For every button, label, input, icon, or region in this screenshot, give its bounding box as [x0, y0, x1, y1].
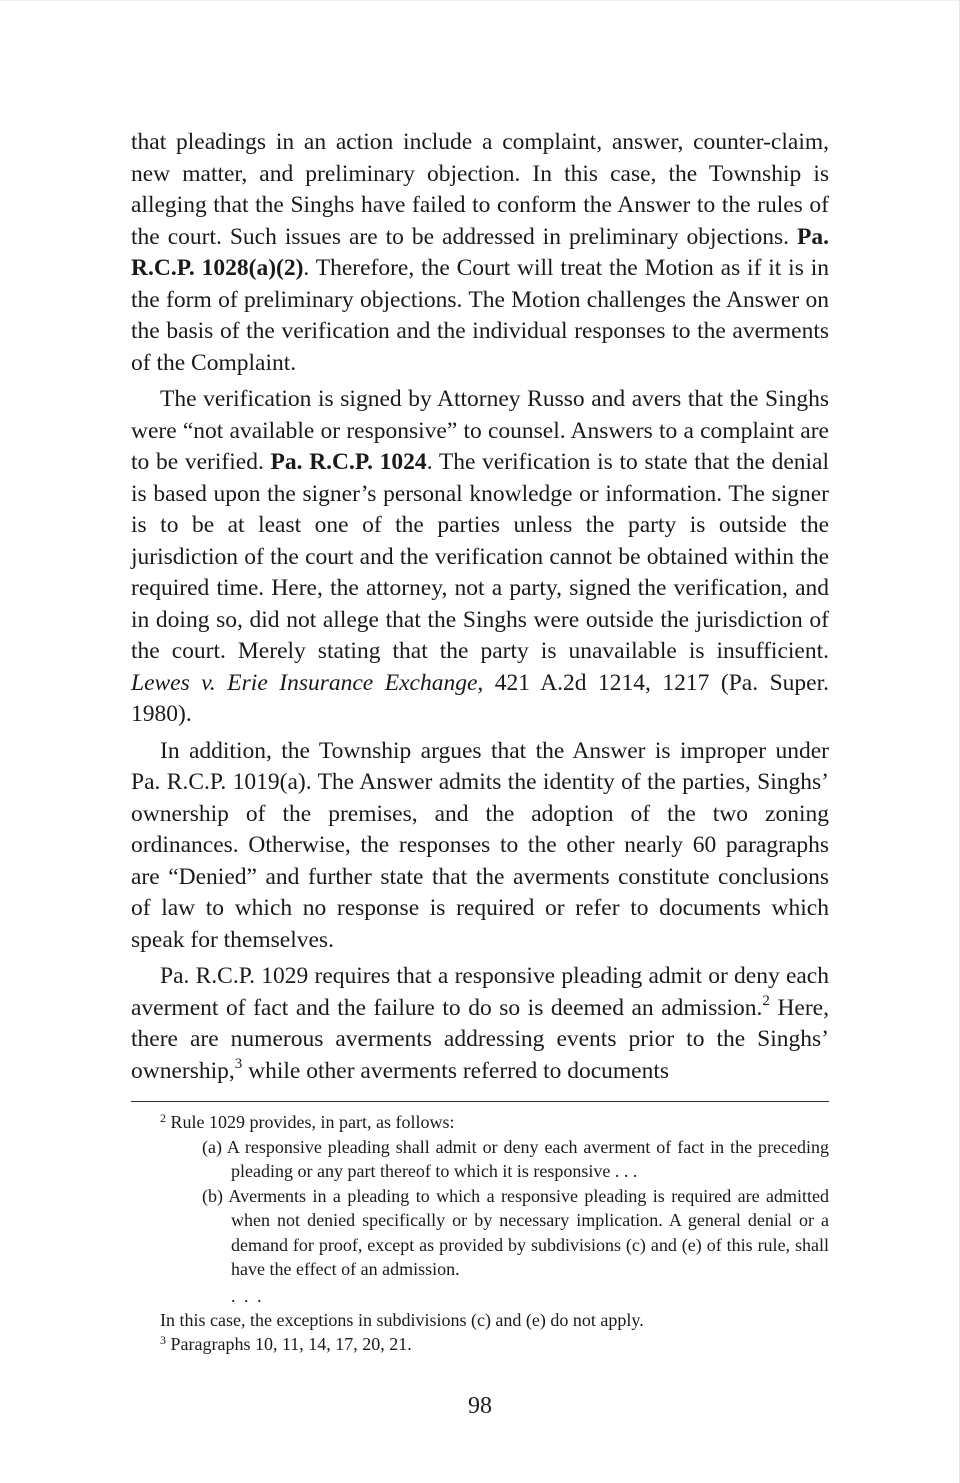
paragraph-1	[131, 127, 829, 379]
paragraph-3: In addition, the Township argues that the Answer is improper under Pa. R.C.P. 1019(a). The Answer admits the identity of the parties, Singhs’ ownership of the premises, and the adoption of the two zoning ordinances. Otherwise, the responses to the other nearly 60 paragraphs are “Denied” and further state that the averments constitute conclusions of law to which no response is required or refer to documents which speak for themselves.	[131, 737, 829, 953]
footnote-text: Rule 1029 provides, in part, as follows:	[166, 1112, 455, 1132]
paragraph-text: while other averments referred to documents	[242, 1057, 670, 1084]
footnote-2-intro	[160, 1110, 829, 1135]
footnote-2-conclusion: In this case, the exceptions in subdivisions (c) and (e) do not apply.	[160, 1309, 644, 1330]
footnotes	[160, 1110, 829, 1357]
footnote-marker: 3	[160, 1333, 166, 1347]
footnote-2-ellipsis: . . .	[231, 1285, 264, 1306]
paragraph-text: that pleadings in an action include a complaint, answer, counter-claim, new matter, and preliminary objection. In this case, the Township is alleging that the Singhs have failed to conform the Answer to the rules of the court. Such issues are to be addressed in preliminary objections.	[131, 129, 829, 250]
paragraph-text: . Therefore, the Court will treat the Motion as if it is in the form of preliminary objections. The Motion challenges the Answer on the basis of the verification and the individual responses to the averments of the Complaint.	[131, 255, 829, 376]
footnote-2-subdivision-a: (a) A responsive pleading shall admit or deny each averment of fact in the preceding pleading or any part thereof to which it is responsive . . .	[202, 1136, 829, 1181]
page-number: 98	[468, 1393, 492, 1419]
footnote-3	[160, 1332, 829, 1357]
paragraph-text: . The verification is to state that the denial is based upon the signer’s personal knowledge or information. The signer is to be at least one of the parties unless the party is outside the jurisdiction of the court and the verification cannot be obtained within the required time. Here, the attorney, not a party, signed the verification, and in doing so, did not allege that the Singhs were outside the jurisdiction of the court. Merely stating that the party is unavailable is insufficient.	[131, 449, 830, 664]
footnote-ref-3: 3	[234, 1055, 243, 1072]
paragraph-4	[131, 961, 829, 1087]
rule-citation: Pa. R.C.P. 1028(a)(2)	[131, 223, 829, 281]
footnote-ref-2: 2	[762, 992, 770, 1009]
footnote-divider	[131, 1101, 829, 1102]
case-citation: Lewes v. Erie Insurance Exchange	[131, 669, 478, 696]
main-text	[131, 127, 829, 1087]
paragraph-text: The verification is signed by Attorney Russo and avers that the Singhs were “not available or responsive” to counsel. Answers to a complaint are to be verified.	[131, 386, 829, 475]
footnote-marker: 2	[160, 1111, 166, 1125]
paragraph-text: , 421 A.2d 1214, 1217 (Pa. Super. 1980).	[131, 669, 829, 727]
footnote-2-subdivision-b: (b) Averments in a pleading to which a responsive pleading is required are admitted when not denied specifically or by necessary implication. A general denial or a demand for proof, except as provided by subdivisions (c) and (e) of this rule, shall have the effect of an admission.	[202, 1185, 829, 1279]
paragraph-2	[131, 384, 829, 731]
paragraph-text: Pa. R.C.P. 1029 requires that a responsive pleading admit or deny each averment of fact and the failure to do so is deemed an admission.	[131, 963, 829, 1021]
rule-citation: Pa. R.C.P. 1024	[270, 449, 427, 475]
paragraph-text: Here, there are numerous averments addressing events prior to the Singhs’ ownership,	[131, 994, 829, 1084]
footnote-text: Paragraphs 10, 11, 14, 17, 20, 21.	[166, 1334, 412, 1354]
